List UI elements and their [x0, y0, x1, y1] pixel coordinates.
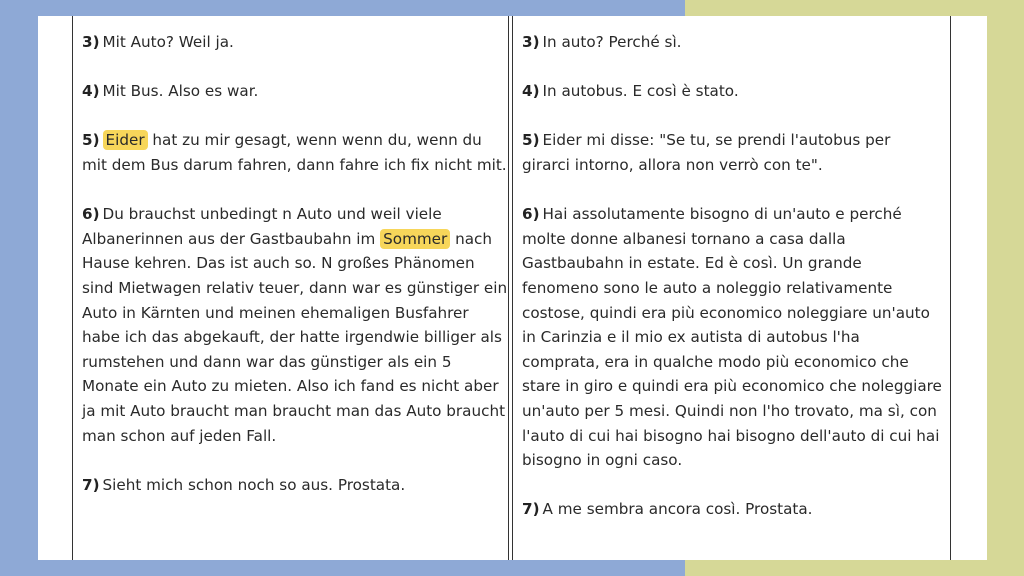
paragraph-number: 4)	[82, 82, 100, 101]
paragraph-text: nach Hause kehren. Das ist auch so. N großes Phänomen sind Mietwagen relativ teuer, dann war es günstiger ein Auto in Kärnten und meinen ehemaligen Busfahrer habe ich das abgekauft, der hatte irgendwie billiger als rumstehen und dann war das günstiger als ein 5 Monate ein Auto zu mieten. Also ich fand es nicht aber ja mit Auto braucht man braucht man das Auto braucht man schon auf jeden Fall.	[82, 229, 508, 445]
paragraph-text: In auto? Perché sì.	[542, 33, 682, 51]
column-divider	[508, 16, 509, 560]
left-border	[72, 16, 73, 560]
italian-paragraph-5	[522, 128, 942, 177]
paragraph-number: 7)	[82, 475, 100, 494]
german-paragraph-5	[82, 128, 508, 177]
paragraph-number: 3)	[82, 33, 100, 51]
italian-column	[522, 30, 942, 546]
transcript-sheet	[38, 16, 987, 560]
paragraph-text: A me sembra ancora così. Prostata.	[542, 500, 813, 519]
paragraph-number: 3)	[522, 33, 540, 51]
german-column	[82, 30, 508, 522]
paragraph-text: Hai assolutamente bisogno di un'auto e perché molte donne albanesi tornano a casa dalla Gastbaubahn in estate. Ed è così. Un grande fenomeno sono le auto a noleggio relativamente costose, quindi era più economico noleggiare un'auto in Carinzia e il mio ex autista di autobus l'ha comprata, era in qualche modo più economico che stare in giro e quindi era più economico che noleggiare un'auto per 5 mesi. Quindi non l'ho trovato, ma sì, con l'auto di cui hai bisogno hai bisogno dell'auto di cui hai bisogno in ogni caso.	[522, 205, 942, 470]
column-divider-inner	[512, 16, 513, 560]
paragraph-number: 6)	[522, 205, 540, 224]
highlighted-word: Eider	[103, 130, 148, 150]
paragraph-number: 5)	[522, 131, 540, 150]
paragraph-number: 4)	[522, 82, 540, 101]
paragraph-text: Mit Auto? Weil ja.	[102, 33, 234, 51]
paragraph-text: hat zu mir gesagt, wenn wenn du, wenn du mit dem Bus darum fahren, dann fahre ich fix nicht mit.	[82, 131, 507, 174]
paragraph-text: Eider mi disse: "Se tu, se prendi l'autobus per girarci intorno, allora non verrò con te".	[522, 131, 891, 174]
german-paragraph-6	[82, 202, 508, 448]
italian-paragraph-4	[522, 79, 942, 104]
italian-paragraph-7	[522, 497, 942, 522]
paragraph-number: 7)	[522, 500, 540, 519]
right-border	[950, 16, 951, 560]
paragraph-text: Sieht mich schon noch so aus. Prostata.	[102, 475, 406, 494]
highlighted-word: Sommer	[380, 229, 450, 249]
italian-paragraph-6	[522, 202, 942, 473]
paragraph-text-before: Du brauchst unbedingt n Auto und weil viele Albanerinnen aus der Gastbaubahn im	[82, 205, 442, 248]
german-paragraph-4	[82, 79, 508, 104]
german-paragraph-7	[82, 473, 508, 498]
italian-paragraph-3	[522, 30, 942, 55]
paragraph-number: 5)	[82, 131, 100, 150]
paragraph-text: Mit Bus. Also es war.	[102, 82, 259, 101]
paragraph-text: In autobus. E così è stato.	[542, 82, 739, 101]
german-paragraph-3	[82, 30, 508, 55]
paragraph-number: 6)	[82, 205, 100, 224]
